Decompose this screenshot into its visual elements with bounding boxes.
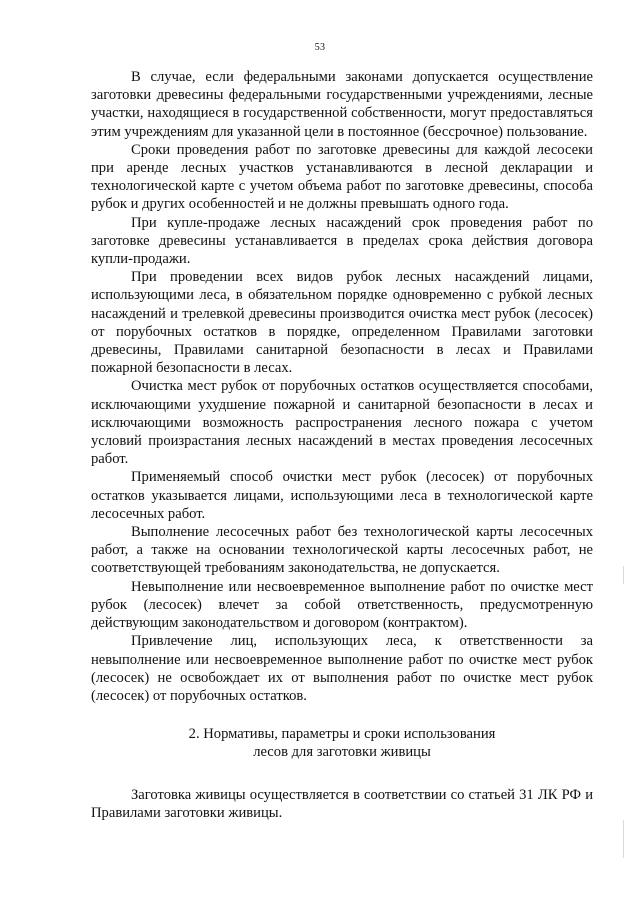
paragraph: Выполнение лесосечных работ без технологической карты лесосечных работ, а также на основании технологической карты лесосечных работ, не соответствующей требованиям законодательства, не допускается. <box>91 524 593 577</box>
paragraph: Невыполнение или несвоевременное выполнение работ по очистке мест рубок (лесосек) влечет за собой ответственность, предусмотренную действующим законодательством и договором (контрактом). <box>91 578 593 632</box>
section-heading-line-2: лесов для заготовки живицы <box>253 744 431 761</box>
scan-artifact-mark <box>623 566 624 584</box>
final-paragraph: Заготовка живицы осуществляется в соответствии со статьей 31 ЛК РФ и Правилами заготовки живицы. <box>91 786 593 821</box>
paragraph: При купле-продаже лесных насаждений срок проведения работ по заготовке древесины устанавливается в пределах срока действия договора купли-продажи. <box>91 214 593 268</box>
paragraph: При проведении всех видов рубок лесных насаждений лицами, использующими леса, в обязательном порядке одновременно с рубкой лесных насаждений и трелевкой древесины производится очистка мест рубок (лесосек) от порубочных остатков в порядке, определенном Правилами заготовки древесины, Правилами санитарной безопасности в лесах и Правилами пожарной безопасности в лесах. <box>91 269 593 377</box>
paragraph: В случае, если федеральными законами допускается осуществление заготовки древесины федеральными государственными учреждениями, лесные участки, находящиеся в государственной собственности, могут предоставляться этим учреждениям для указанной цели в постоянное (бессрочное) пользование. <box>91 69 593 140</box>
paragraph: Очистка мест рубок от порубочных остатков осуществляется способами, исключающими ухудшение пожарной и санитарной безопасности в лесах и исключающими возможность распространения лесного пожара с учетом условий произрастания лесных насаждений в местах проведения лесосечных работ. <box>91 378 593 468</box>
section-heading-line-1: 2. Нормативы, параметры и сроки использования <box>188 726 496 743</box>
paragraph: Привлечение лиц, использующих леса, к ответственности за невыполнение или несвоевременное выполнение работ по очистке мест рубок (лесосек) не освобождает их от выполнения работ по очистке мест рубок (лесосек) от порубочных остатков. <box>91 633 593 704</box>
section-heading <box>91 725 593 761</box>
page-number: 53 <box>314 42 326 53</box>
paragraph: Применяемый способ очистки мест рубок (лесосек) от порубочных остатков указывается лицами, использующими леса в технологической карте лесосечных работ. <box>91 469 593 522</box>
scan-artifact-mark <box>623 820 624 858</box>
paragraph: Сроки проведения работ по заготовке древесины для каждой лесосеки при аренде лесных участков устанавливаются в лесной декларации и технологической карте с учетом объема работ по заготовке древесины, способа рубок и других особенностей и не должны превышать одного года. <box>91 141 593 213</box>
document-body <box>91 68 593 822</box>
